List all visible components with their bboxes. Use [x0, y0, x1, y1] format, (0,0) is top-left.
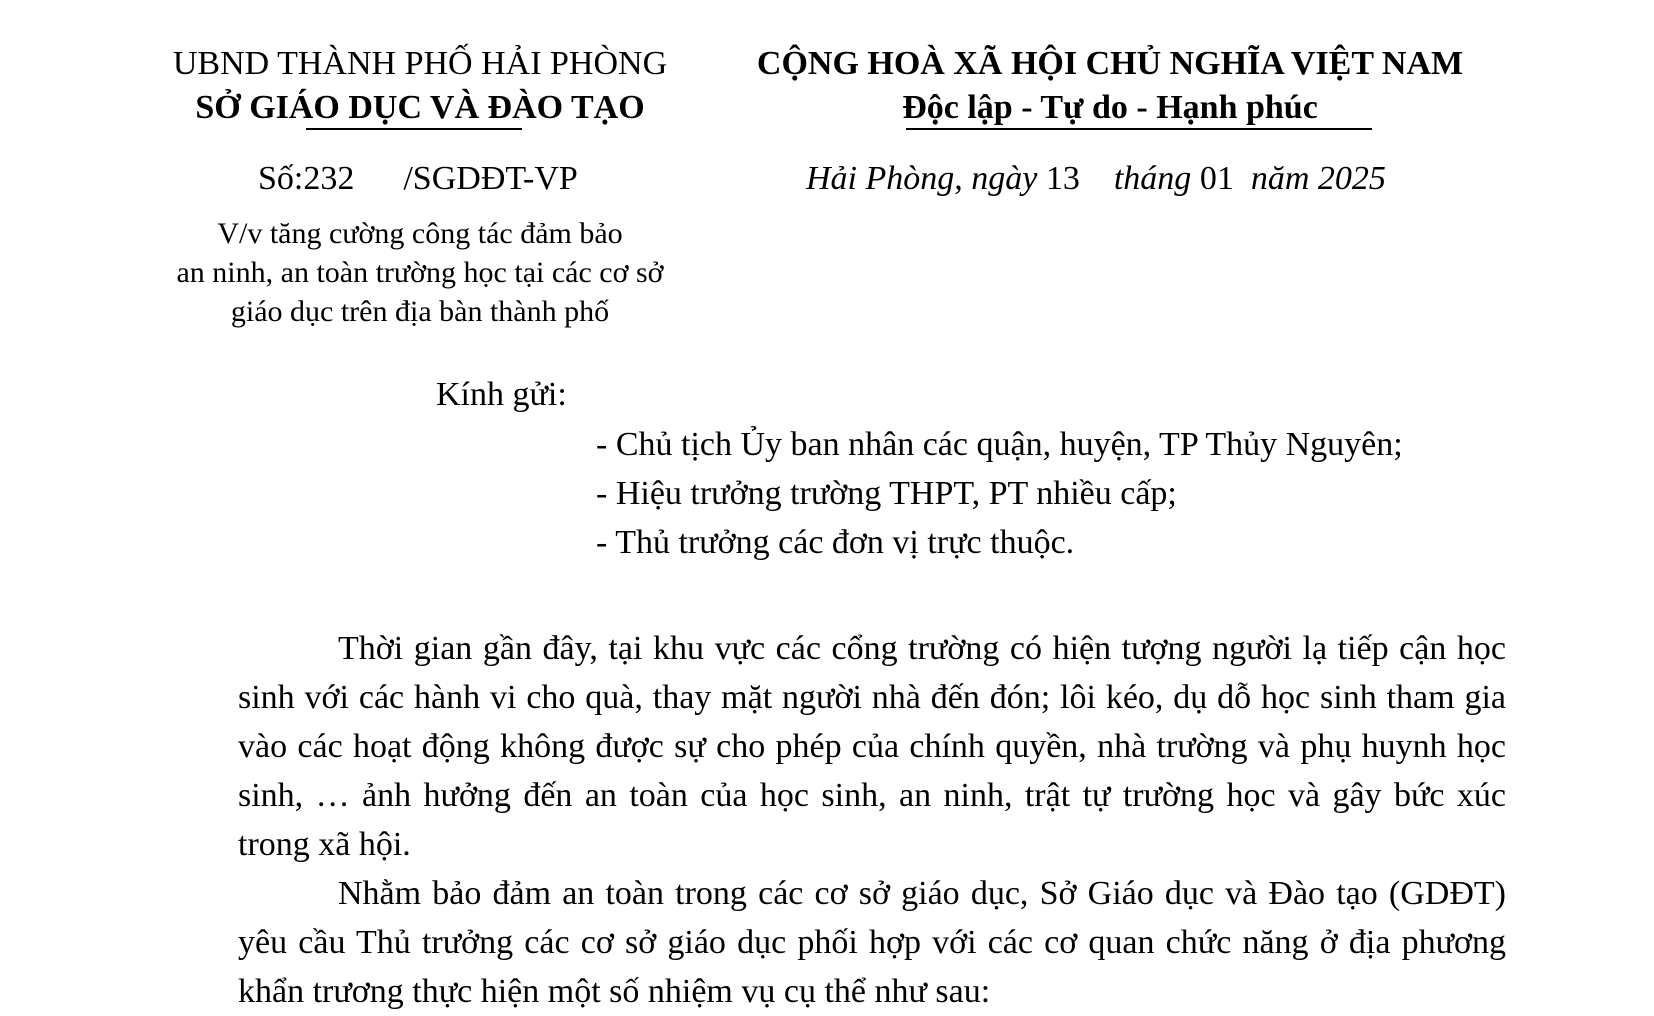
recipients-list	[596, 420, 1403, 567]
document-number	[258, 160, 578, 198]
agency-underline	[306, 128, 522, 130]
document-subject	[150, 214, 690, 331]
subject-line: V/v tăng cường công tác đảm bảo	[217, 217, 623, 250]
body-paragraph: Thời gian gần đây, tại khu vực các cổng trường có hiện tượng người lạ tiếp cận học sinh với các hành vi cho quà, thay mặt người nhà đến đón; lôi kéo, dụ dỗ học sinh tham gia vào các hoạt động không được sự cho phép của chính quyền, nhà trường và phụ huynh học sinh, … ảnh hưởng đến an toàn của học sinh, an ninh, trật tự trường học và gây bức xúc trong xã hội.	[238, 630, 1506, 863]
issuing-agency-name: SỞ GIÁO DỤC VÀ ĐÀO TẠO	[195, 89, 645, 126]
national-motto-block	[720, 42, 1500, 130]
doc-number-label: Số:	[258, 160, 304, 197]
document-body	[238, 624, 1506, 1016]
document-date	[806, 160, 1386, 198]
date-place-prefix: Hải Phòng, ngày	[806, 160, 1038, 197]
motto-underline	[906, 128, 1372, 130]
recipient-item: - Chủ tịch Ủy ban nhân các quận, huyện, TP Thủy Nguyên;	[596, 426, 1403, 463]
body-paragraph: Nhằm bảo đảm an toàn trong các cơ sở giáo dục, Sở Giáo dục và Đào tạo (GDĐT) yêu cầu Thủ trưởng các cơ sở giáo dục phối hợp với các cơ quan chức năng ở địa phương khẩn trương thực hiện một số nhiệm vụ cụ thể như sau:	[238, 875, 1506, 1010]
subject-line: giáo dục trên địa bàn thành phố	[230, 295, 610, 328]
subject-line: an ninh, an toàn trường học tại các cơ sở	[176, 256, 664, 289]
doc-number-suffix: /SGDĐT-VP	[403, 160, 578, 197]
parent-agency-name: UBND THÀNH PHỐ HẢI PHÒNG	[172, 45, 668, 82]
national-title: CỘNG HOÀ XÃ HỘI CHỦ NGHĨA VIỆT NAM	[756, 45, 1464, 82]
date-day: 13	[1045, 160, 1080, 197]
recipient-item: - Thủ trưởng các đơn vị trực thuộc.	[596, 524, 1075, 561]
date-month: 01	[1199, 160, 1234, 197]
issuing-agency-block	[150, 42, 690, 130]
date-year: năm 2025	[1250, 160, 1386, 197]
recipient-item: - Hiệu trưởng trường THPT, PT nhiều cấp;	[596, 475, 1177, 512]
national-motto: Độc lập - Tự do - Hạnh phúc	[902, 89, 1318, 126]
doc-number-value: 232	[303, 160, 355, 197]
recipients-label: Kính gửi:	[436, 376, 567, 413]
date-month-label: tháng	[1113, 160, 1192, 197]
